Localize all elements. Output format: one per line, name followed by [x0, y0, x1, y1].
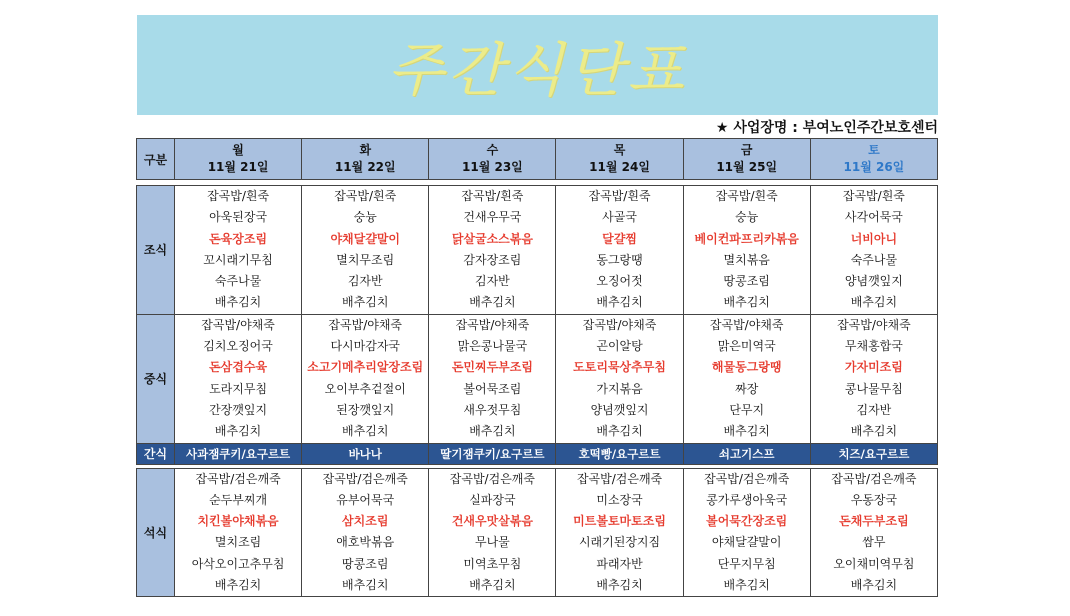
meal-label-dinner: 석식 — [137, 468, 175, 597]
menu-item: 멸치무조림 — [336, 252, 395, 267]
snack-cell: 바나나 — [302, 443, 429, 464]
menu-item: 닭살굴소스볶음 — [451, 231, 533, 246]
menu-item: 잡곡밥/흰죽 — [334, 189, 397, 203]
menu-cell — [302, 186, 429, 315]
menu-item: 맑은미역국 — [717, 339, 776, 354]
menu-item: 오이채미역무침 — [833, 556, 915, 571]
menu-item: 잡곡밥/검은깨죽 — [322, 471, 408, 486]
menu-item: 애호박볶음 — [336, 535, 395, 550]
menu-cell — [429, 468, 556, 597]
menu-item: 실파장국 — [469, 492, 516, 507]
menu-item: 배추김치 — [850, 424, 898, 439]
menu-item: 김자반 — [475, 274, 510, 289]
menu-item: 동그랑땡 — [596, 252, 643, 267]
day-header-tue: 화 11월 22일 — [302, 139, 429, 180]
menu-item: 잡곡밥/흰죽 — [207, 189, 270, 203]
menu-cell — [302, 314, 429, 443]
page-title: 주간식단표 — [387, 36, 688, 104]
meal-row-dinner — [137, 468, 938, 597]
menu-cell — [810, 314, 937, 443]
menu-cell — [556, 314, 683, 443]
menu-item: 곤이알탕 — [596, 339, 643, 354]
meal-label-lunch: 중식 — [137, 314, 175, 443]
menu-item: 야채달걀말이 — [330, 231, 401, 246]
meal-row-breakfast — [137, 186, 938, 315]
menu-item: 숭늉 — [735, 210, 759, 225]
menu-cell — [810, 468, 937, 597]
snack-cell: 쇠고기스프 — [683, 443, 810, 464]
menu-cell — [683, 314, 810, 443]
snack-cell: 호떡빵/요구르트 — [556, 443, 683, 464]
snack-cell: 딸기잼쿠키/요구르트 — [429, 443, 556, 464]
menu-item: 볼어묵간장조림 — [706, 514, 788, 529]
menu-item: 단무지 — [729, 402, 765, 417]
menu-item: 소고기메추리알장조림 — [307, 360, 424, 375]
menu-item: 새우젓무침 — [463, 402, 522, 417]
menu-item: 해물동그랑땡 — [711, 360, 782, 375]
menu-item: 미역초무침 — [463, 556, 522, 571]
menu-item: 가자미조림 — [844, 360, 903, 375]
menu-item: 배추김치 — [596, 295, 643, 310]
menu-item: 양념깻잎지 — [844, 274, 903, 289]
menu-item: 배추김치 — [342, 424, 389, 439]
gubun-label: 구분 — [137, 139, 175, 180]
menu-item: 땅콩조림 — [342, 556, 389, 571]
menu-item: 짜장 — [735, 381, 759, 396]
meal-row-lunch — [137, 314, 938, 443]
menu-item: 잡곡밥/검은깨죽 — [704, 471, 790, 486]
header-table — [136, 138, 938, 180]
menu-item: 오징어젓 — [596, 274, 643, 289]
menu-item: 볼어묵조림 — [463, 381, 522, 396]
menu-item: 잡곡밥/흰죽 — [588, 189, 651, 203]
menu-item: 배추김치 — [469, 424, 516, 439]
menu-item: 시래기된장지짐 — [578, 535, 661, 550]
menu-item: 땅콩조림 — [723, 274, 770, 289]
menu-item: 돈민찌두부조림 — [451, 360, 533, 375]
snack-cell: 치즈/요구르트 — [810, 443, 937, 464]
menu-item: 잡곡밥/검은깨죽 — [449, 471, 535, 486]
menu-item: 아욱된장국 — [209, 210, 268, 225]
menu-item: 배추김치 — [214, 578, 262, 593]
menu-item: 배추김치 — [723, 424, 770, 439]
menu-item: 잡곡밥/검은깨죽 — [831, 471, 917, 486]
menu-item: 잡곡밥/야채죽 — [582, 317, 657, 332]
menu-cell — [302, 468, 429, 597]
menu-item: 치킨볼야채볶음 — [197, 514, 279, 529]
menu-item: 파래자반 — [596, 556, 643, 571]
menu-table — [136, 185, 938, 597]
menu-cell — [175, 186, 302, 315]
menu-cell — [683, 468, 810, 597]
menu-item: 잡곡밥/야채죽 — [328, 317, 403, 332]
menu-item: 김치오징어국 — [203, 339, 273, 354]
menu-cell — [175, 468, 302, 597]
header-row — [137, 139, 938, 180]
menu-item: 배추김치 — [214, 424, 262, 439]
menu-item: 잡곡밥/검은깨죽 — [195, 471, 281, 486]
menu-item: 배추김치 — [214, 295, 262, 310]
menu-item: 돈채두부조림 — [839, 514, 909, 529]
menu-item: 너비아니 — [850, 231, 898, 246]
menu-item: 다시마감자국 — [330, 339, 401, 354]
menu-item: 미트볼토마토조림 — [573, 514, 666, 529]
snack-cell: 사과잼쿠키/요구르트 — [175, 443, 302, 464]
menu-item: 배추김치 — [342, 578, 389, 593]
menu-item: 멸치볶음 — [723, 252, 770, 267]
menu-item: 건새우무국 — [463, 210, 522, 225]
menu-item: 도라지무침 — [209, 381, 268, 396]
menu-item: 잡곡밥/야채죽 — [455, 317, 530, 332]
menu-cell — [175, 314, 302, 443]
menu-item: 잡곡밥/야채죽 — [709, 317, 784, 332]
menu-item: 배추김치 — [596, 424, 643, 439]
menu-item: 쌈무 — [862, 535, 886, 550]
menu-item: 달걀찜 — [602, 231, 637, 246]
menu-item: 배추김치 — [342, 295, 389, 310]
menu-item: 배추김치 — [850, 295, 898, 310]
menu-item: 꼬시래기무침 — [203, 252, 273, 267]
menu-cell — [810, 186, 937, 315]
day-header-fri: 금 11월 25일 — [683, 139, 810, 180]
menu-item: 배추김치 — [469, 578, 516, 593]
meal-label-breakfast: 조식 — [137, 186, 175, 315]
menu-item: 김자반 — [347, 274, 383, 289]
menu-item: 유부어묵국 — [336, 492, 395, 507]
menu-item: 순두부찌개 — [209, 492, 268, 507]
day-header-thu: 목 11월 24일 — [556, 139, 683, 180]
menu-item: 가지볶음 — [596, 381, 643, 396]
business-name: ★ 사업장명 : 부여노인주간보호센터 — [715, 120, 938, 136]
meal-label-snack: 간식 — [137, 443, 175, 464]
menu-item: 배추김치 — [850, 578, 898, 593]
menu-item: 삼치조림 — [342, 514, 389, 529]
day-header-wed: 수 11월 23일 — [429, 139, 556, 180]
menu-cell — [556, 468, 683, 597]
menu-item: 돈육장조림 — [209, 231, 268, 246]
menu-item: 돈삼겹수육 — [209, 360, 268, 375]
menu-item: 잡곡밥/흰죽 — [461, 189, 524, 203]
menu-item: 멸치조림 — [214, 535, 262, 550]
menu-item: 아삭오이고추무침 — [191, 556, 285, 571]
day-header-sat: 토 11월 26일 — [810, 139, 937, 180]
menu-item: 양념깻잎지 — [590, 402, 649, 417]
menu-item: 콩가루생아욱국 — [706, 492, 788, 507]
menu-item: 무채홍합국 — [844, 339, 903, 354]
menu-item: 사각어묵국 — [844, 210, 903, 225]
menu-item: 도토리묵상추무침 — [573, 360, 666, 375]
menu-item: 김자반 — [856, 402, 892, 417]
menu-item: 숭늉 — [353, 210, 377, 225]
menu-item: 배추김치 — [723, 578, 770, 593]
day-header-mon: 월 11월 21일 — [175, 139, 302, 180]
menu-item: 숙주나물 — [850, 252, 898, 267]
menu-item: 잡곡밥/흰죽 — [842, 189, 905, 203]
menu-item: 무나물 — [475, 535, 510, 550]
menu-item: 미소장국 — [596, 492, 643, 507]
menu-item: 오이부추겉절이 — [324, 381, 406, 396]
menu-item: 숙주나물 — [214, 274, 262, 289]
menu-item: 잡곡밥/야채죽 — [837, 317, 911, 332]
menu-item: 베이컨파프리카볶음 — [694, 231, 799, 246]
menu-item: 배추김치 — [469, 295, 516, 310]
menu-item: 사골국 — [602, 210, 637, 225]
meal-row-snack — [137, 443, 938, 464]
menu-item: 잡곡밥/검은깨죽 — [576, 471, 663, 486]
menu-cell — [683, 186, 810, 315]
menu-item: 야채달걀말이 — [711, 535, 782, 550]
menu-cell — [429, 186, 556, 315]
menu-cell — [556, 186, 683, 315]
menu-item: 된장깻잎지 — [336, 402, 395, 417]
menu-item: 맑은콩나물국 — [457, 339, 528, 354]
menu-item: 감자장조림 — [463, 252, 522, 267]
menu-item: 배추김치 — [596, 578, 643, 593]
title-banner — [137, 15, 938, 115]
menu-item: 배추김치 — [723, 295, 770, 310]
menu-item: 단무지무침 — [717, 556, 776, 571]
menu-item: 건새우맛살볶음 — [451, 514, 533, 529]
menu-cell — [429, 314, 556, 443]
menu-item: 잡곡밥/흰죽 — [715, 189, 778, 203]
menu-item: 간장깻잎지 — [209, 402, 268, 417]
menu-item: 우동장국 — [850, 492, 898, 507]
menu-item: 잡곡밥/야채죽 — [201, 317, 275, 332]
menu-item: 콩나물무침 — [844, 381, 903, 396]
